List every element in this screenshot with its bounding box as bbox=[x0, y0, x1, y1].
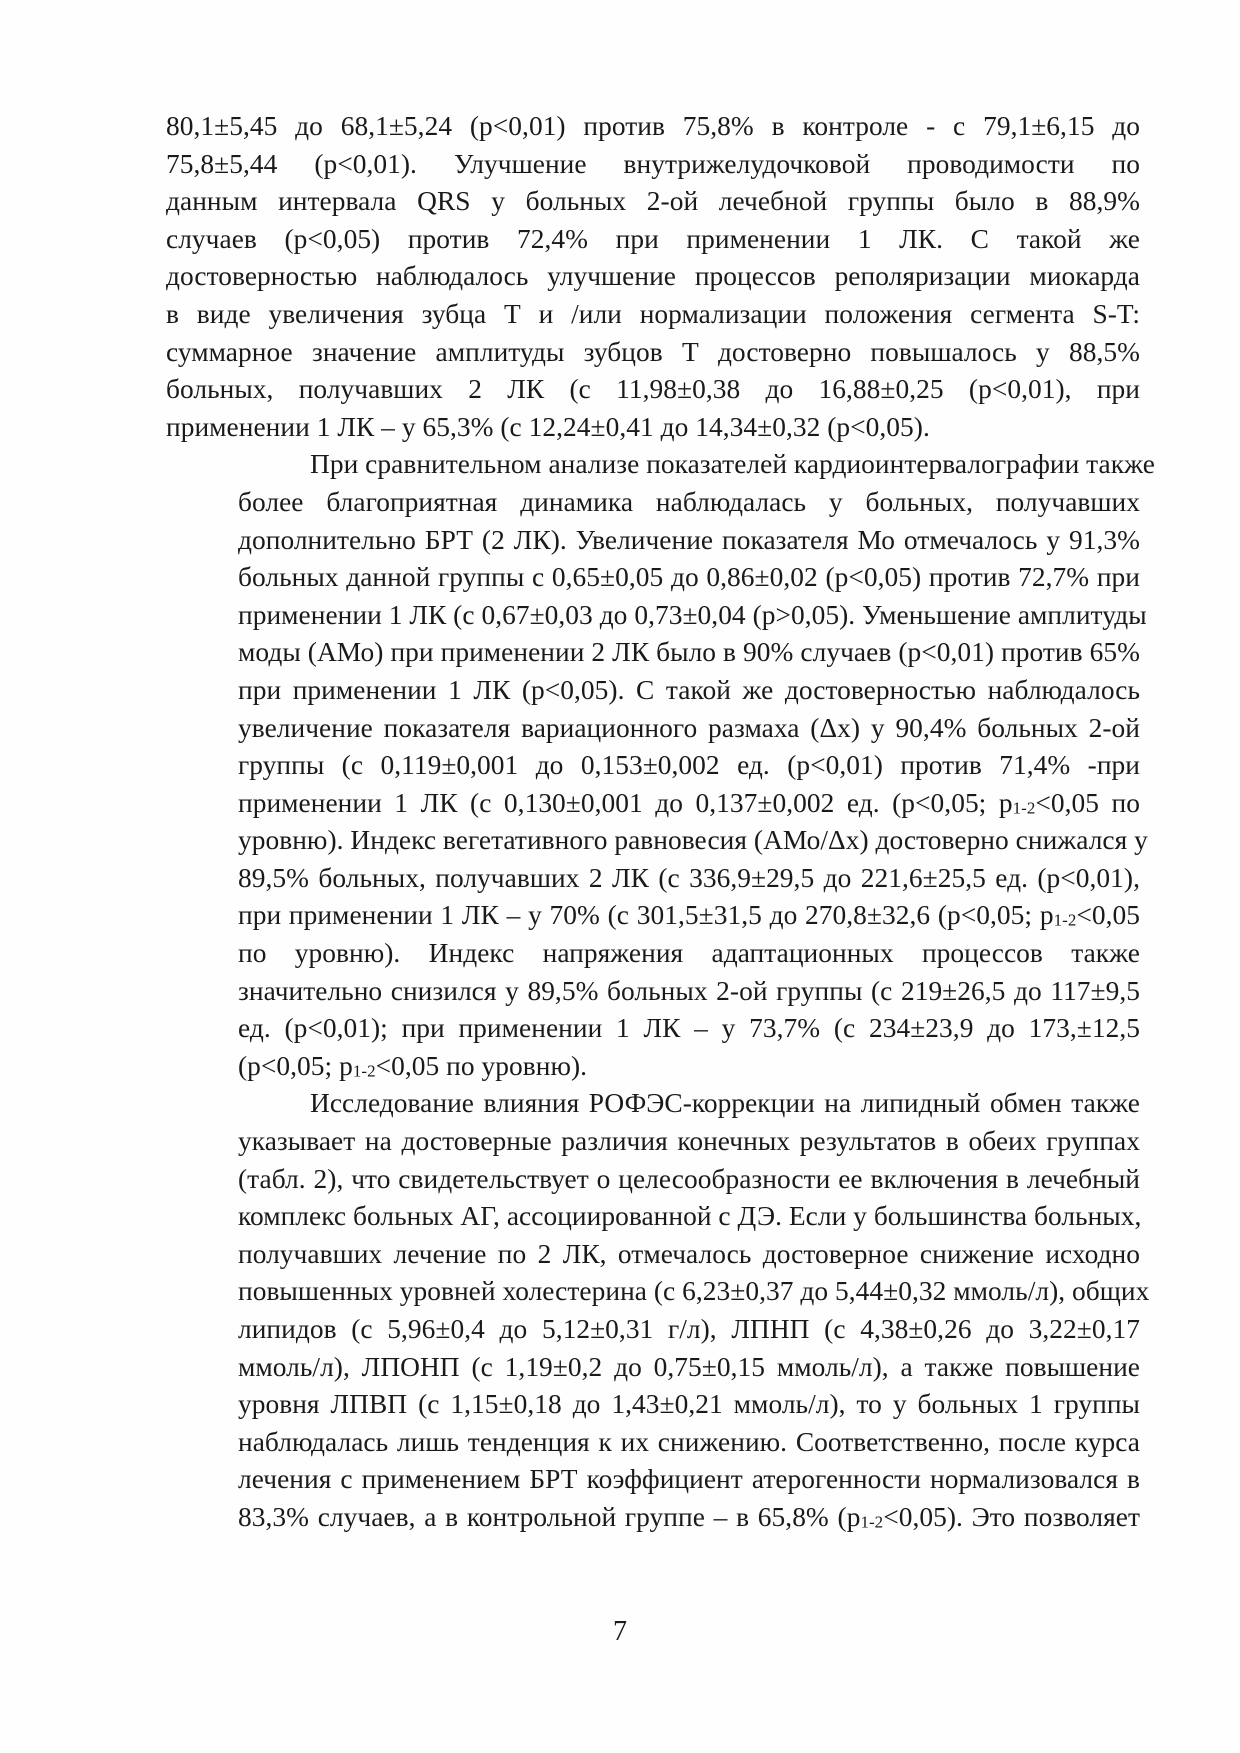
text-line: При сравнительном анализе показателей кардиоинтервалографии также bbox=[310, 449, 1155, 480]
text-line: комплекс больных АГ, ассоциированной с ДЭ. Если у большинства больных, bbox=[238, 1201, 1142, 1232]
text-line: при применении 1 ЛК (р<0,05). С такой же достоверностью наблюдалось bbox=[238, 674, 1140, 705]
text-line: 83,3% случаев, а в контрольной группе – в 65,8% $(р_{1-2}<0,05)$. Это позволяет bbox=[238, 1501, 1140, 1532]
text-line: Исследование влияния РОФЭС-коррекции на липидный обмен также bbox=[310, 1088, 1140, 1119]
text-line: данным интервала QRS у больных 2-ой лечебной группы было в 88,9% bbox=[166, 186, 1140, 217]
text-line: моды (АМо) при применении 2 ЛК было в 90% случаев (р<0,01) против 65% bbox=[238, 637, 1140, 668]
text-line: группы (с 0,119±0,001 до 0,153±0,002 ед. (р<0,01) против 71,4% -при bbox=[238, 750, 1140, 781]
text-line: в виде увеличения зубца Т и /или нормализации положения сегмента S-T: bbox=[166, 298, 1140, 329]
text-line: суммарное значение амплитуды зубцов Т достоверно повышалось у 88,5% bbox=[166, 336, 1140, 367]
text-line: 89,5% больных, получавших 2 ЛК (с 336,9±29,5 до 221,6±25,5 ед. (р<0,01), bbox=[238, 862, 1140, 893]
text-line: повышенных уровней холестерина (с 6,23±0,37 до 5,44±0,32 ммоль/л), общих bbox=[238, 1276, 1150, 1307]
text-line: 80,1±5,45 до 68,1±5,24 (р<0,01) против 75,8% в контроле - с 79,1±6,15 до bbox=[166, 111, 1140, 141]
text-line: при применении 1 ЛК – у 70% (с 301,5±31,5 до 270,8±32,6 (р<0,05; $р_{1-2}<0,05$ bbox=[238, 900, 1140, 931]
text-line: ммоль/л), ЛПОНП (с 1,19±0,2 до 0,75±0,15 ммоль/л), а также повышение bbox=[238, 1351, 1140, 1382]
text-line: больных данной группы с 0,65±0,05 до 0,86±0,02 (р<0,05) против 72,7% при bbox=[238, 562, 1140, 593]
text-line: дополнительно БРТ (2 ЛК). Увеличение показателя Мо отмечалось у 91,3% bbox=[238, 524, 1140, 555]
text-line: уровню). Индекс вегетативного равновесия (АМо/Δх) достоверно снижался у bbox=[238, 825, 1148, 856]
text-line: указывает на достоверные различия конечных результатов в обеих группах bbox=[238, 1126, 1140, 1157]
text-line: 75,8±5,44 (р<0,01). Улучшение внутрижелудочковой проводимости по bbox=[166, 148, 1140, 179]
paragraph bbox=[166, 1085, 1150, 1536]
text-line: увеличение показателя вариационного размаха (Δх) у 90,4% больных 2-ой bbox=[238, 712, 1140, 743]
paragraph bbox=[166, 108, 1140, 446]
text-line: уровня ЛПВП (с 1,15±0,18 до 1,43±0,21 ммоль/л), то у больных 1 группы bbox=[238, 1389, 1140, 1420]
paragraph bbox=[166, 446, 1155, 1085]
page-number: 7 bbox=[613, 1616, 627, 1647]
body-text bbox=[166, 108, 1155, 1537]
text-line: достоверностью наблюдалось улучшение процессов реполяризации миокарда bbox=[166, 261, 1140, 292]
text-line: значительно снизился у 89,5% больных 2-ой группы (с 219±26,5 до 117±9,5 bbox=[238, 975, 1140, 1006]
text-line: применении 1 ЛК (с 0,130±0,001 до 0,137±0,002 ед. (р<0,05; $р_{1-2}<0,05$ по bbox=[238, 787, 1140, 818]
text-line: более благоприятная динамика наблюдалась у больных, получавших bbox=[238, 486, 1140, 517]
text-line: получавших лечение по 2 ЛК, отмечалось достоверное снижение исходно bbox=[238, 1238, 1140, 1269]
text-line: (табл. 2), что свидетельствует о целесообразности ее включения в лечебный bbox=[238, 1163, 1140, 1194]
text-line: лечения с применением БРТ коэффициент атерогенности нормализовался в bbox=[238, 1464, 1140, 1495]
text-line: применении 1 ЛК (с 0,67±0,03 до 0,73±0,04 (р>0,05). Уменьшение амплитуды bbox=[238, 599, 1147, 630]
text-line: применении 1 ЛК – у 65,3% (с 12,24±0,41 до 14,34±0,32 (р<0,05). bbox=[166, 411, 930, 442]
text-line: больных, получавших 2 ЛК (с 11,98±0,38 до 16,88±0,25 (р<0,01), при bbox=[166, 374, 1140, 405]
text-line: случаев (р<0,05) против 72,4% при применении 1 ЛК. С такой же bbox=[166, 223, 1140, 254]
text-line: по уровню). Индекс напряжения адаптационных процессов также bbox=[238, 938, 1140, 969]
text-line: липидов (с 5,96±0,4 до 5,12±0,31 г/л), ЛПНП (с 4,38±0,26 до 3,22±0,17 bbox=[238, 1314, 1140, 1344]
text-line: ед. (р<0,01); при применении 1 ЛК – у 73,7% (с 234±23,9 до 173,±12,5 bbox=[238, 1013, 1140, 1044]
text-line: (р<0,05; $р_{1-2}<0,05$ по уровню). bbox=[238, 1050, 588, 1081]
text-line: наблюдалась лишь тенденция к их снижению. Соответственно, после курса bbox=[238, 1426, 1140, 1457]
